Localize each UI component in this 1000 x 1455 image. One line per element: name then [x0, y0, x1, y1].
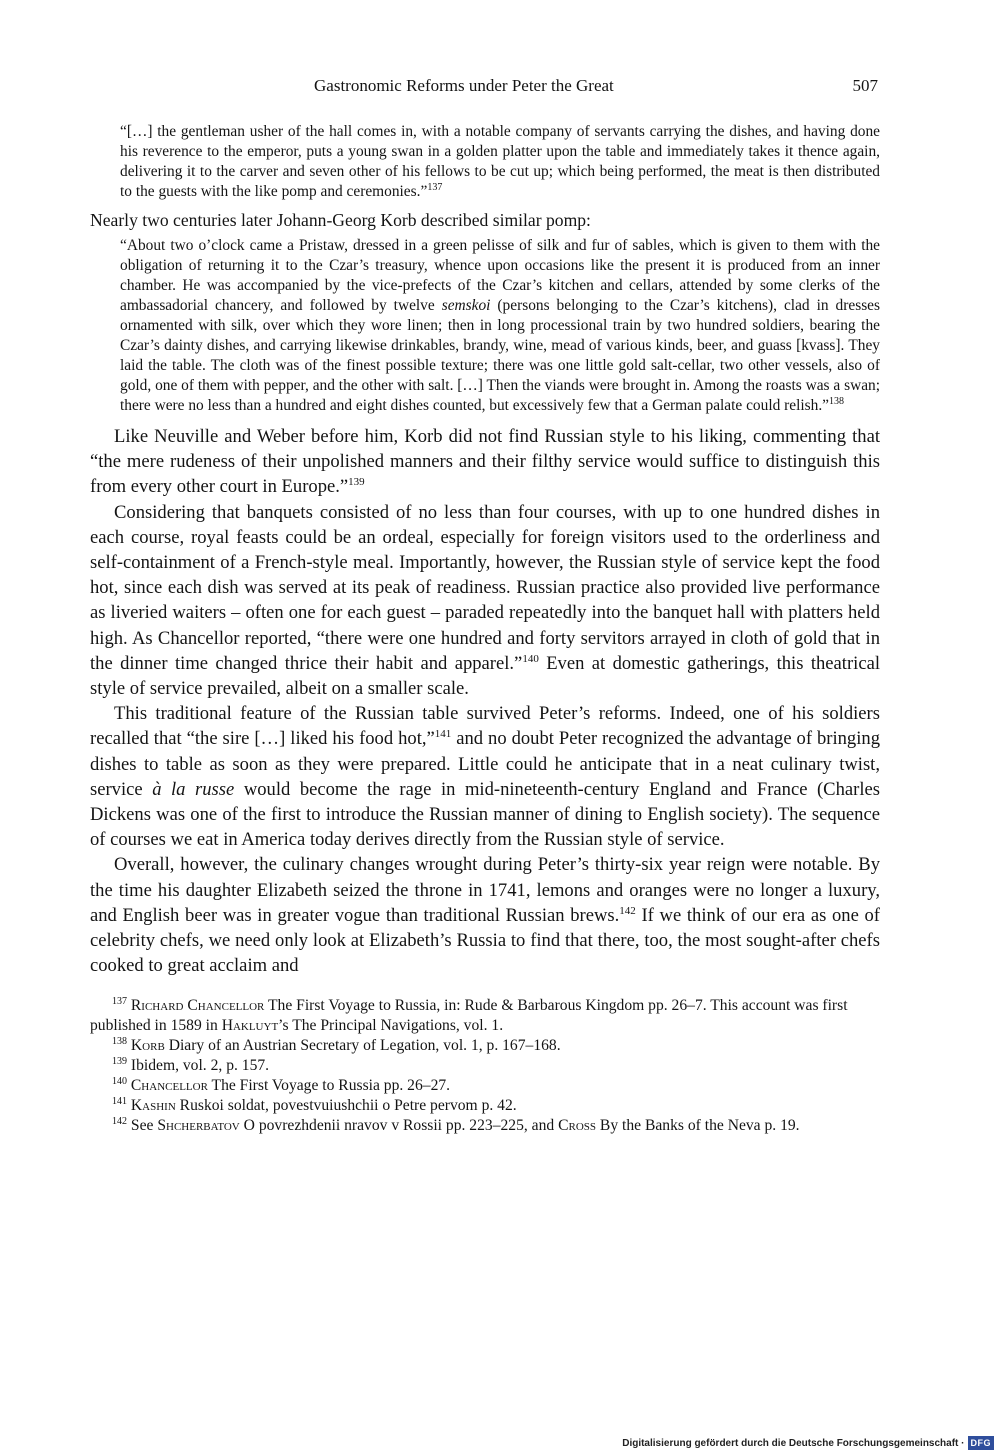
footnote-ref-137[interactable]: 137 [427, 181, 443, 193]
credit-text: Digitalisierung gefördert durch die Deutsche Forschungsgemeinschaft · [622, 1437, 965, 1449]
italic-term: à la russe [152, 778, 235, 800]
page [90, 72, 880, 1136]
footnote-141: $^{141}$ Kashin Ruskoi soldat, povestvuiushchii o Petre pervom p. 42. [112, 1096, 517, 1115]
footnote-ref-138[interactable]: 138 [829, 395, 845, 407]
footnote-ref-139[interactable]: 139 [348, 476, 365, 489]
paragraph-4: Overall, however, the culinary changes wrought during Peter’s thirty-six year reign were notable. By the time his daughter Elizabeth seized the throne in 1741, lemons and oranges were no longer a luxury, and English beer was in greater vogue than traditional Russian brews.$^{142}$ If we think of our era as one of celebrity chefs, we need only look at Elizabeth’s Russia to find that there, too, the most sought-after chefs cooked to great acclaim and [90, 854, 881, 977]
digitization-credit [622, 1435, 994, 1451]
footnote-142: $^{142}$ See Shcherbatov O povrezhdenii nravov v Rossii pp. 223–225, and Cross By the Banks of the Neva p. 19. [112, 1116, 800, 1135]
paragraph-2: Considering that banquets consisted of no less than four courses, with up to one hundred dishes in each course, royal feasts could be an ordeal, especially for foreign visitors used to the orderliness and self-containment of a French-style meal. Importantly, however, the Russian style of service kept the food hot, since each dish was served at its peak of readiness. Russian practice also provided live performance as liveried waiters – often one for each guest – paraded repeatedly into the banquet hall with platters held high. As Chancellor reported, “there were one hundred and forty servitors arrayed in cloth of gold that in the dinner time changed thrice their habit and apparel.”$^{140}$ Even at domestic gatherings, this theatrical style of service prevailed, albeit on a smaller scale. [90, 501, 880, 700]
footnote-137: $^{137}$ Richard Chancellor The First Voyage to Russia, in: Rude & Barbarous Kingdom pp. 26–7. This account was first published in 1589 in Hakluyt’s The Principal Navigations, vol. 1. [90, 996, 848, 1035]
intro-line: Nearly two centuries later Johann-Georg Korb described similar pomp: [90, 210, 591, 230]
paragraph-1: Like Neuville and Weber before him, Korb did not find Russian style to his liking, commenting that “the mere rudeness of their unpolished manners and their filthy service would suffice to distinguish this from every other court in Europe.”$^{139}$ [90, 426, 880, 498]
footnote-ref-142[interactable]: 142 [619, 904, 636, 917]
block-quote-chancellor: “[…] the gentleman usher of the hall comes in, with a notable company of servants carrying the dishes, and having done his reverence to the emperor, puts a young swan in a golden platter upon the table and immediately takes it thence again, delivering it to the carver and seven other of his fellows to be cut up; which being performed, the meat is then distributed to the guests with the like pomp and ceremonies.”$^{137}$ [120, 123, 880, 200]
footnote-138: $^{138}$ Korb Diary of an Austrian Secretary of Legation, vol. 1, p. 167–168. [112, 1036, 561, 1055]
block-quote-korb: “About two o’clock came a Pristaw, dressed in a green pelisse of silk and fur of sables, which is given to them with the obligation of returning it to the Czar’s treasury, whence upon occasions like the present it is produced from an inner chamber. He was accompanied by the vice-prefects of the Czar’s kitchen and cellars, attended by some clerks of the ambassadorial chancery, and followed by twelve semskoi (persons belonging to the Czar’s kitchens), clad in dresses ornamented with silk, over which they wore linen; then in long processional train by two hundred soldiers, bearing the Czar’s dainty dishes, and carrying likewise drinkables, brandy, wine, mead of various kinds, beer, and guass [kvass]. They laid the table. The cloth was of the finest possible texture; there was one little gold salt-cellar, two other vessels, also of gold, one of them with pepper, and the other with salt. […] Then the viands were brought in. Among the roasts was a swan; there were no less than a hundred and eight dishes counted, but excessively few that a German palate could relish.”$^{138}$ [120, 237, 881, 414]
dfg-logo: DFG [968, 1436, 995, 1450]
footnotes [90, 996, 880, 1136]
footnote-ref-140[interactable]: 140 [522, 652, 539, 665]
footnote-140: $^{140}$ Chancellor The First Voyage to Russia pp. 26–27. [112, 1076, 451, 1095]
footnote-ref-141[interactable]: 141 [434, 728, 452, 741]
page-number: 507 [852, 76, 878, 95]
running-head [90, 72, 880, 104]
paragraph-3: This traditional feature of the Russian table survived Peter’s reforms. Indeed, one of his soldiers recalled that “the sire […] liked his food hot,”$^{141}$ and no doubt Peter recognized the advantage of bringing dishes to table as soon as they were prepared. Little could he anticipate that in a neat culinary twist, service à la russe would become the rage in mid-nineteenth-century England and France (Charles Dickens was one of the first to introduce the Russian manner of dining to English society). The sequence of courses we eat in America today derives directly from the Russian style of service. [90, 703, 880, 851]
running-title: Gastronomic Reforms under Peter the Great [314, 76, 614, 95]
italic-term: semskoi [441, 297, 491, 314]
footnote-139: $^{139}$ Ibidem, vol. 2, p. 157. [112, 1056, 270, 1075]
